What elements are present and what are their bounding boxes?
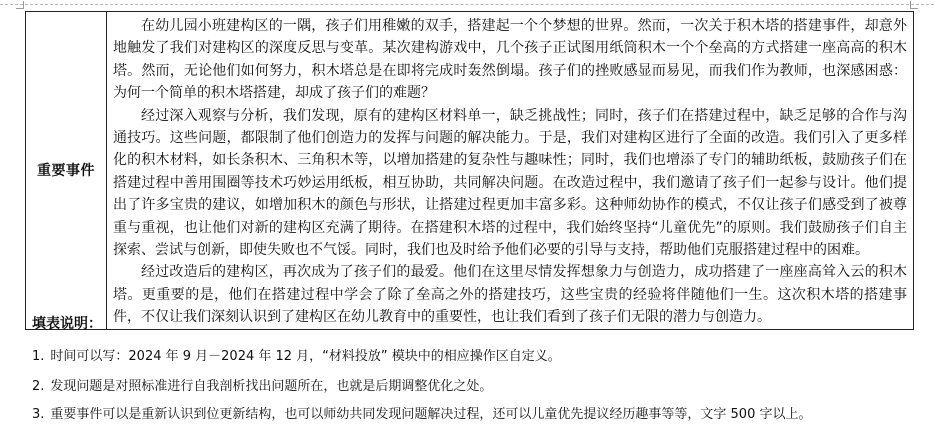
note-number: 3. <box>32 407 45 422</box>
row-label-cell <box>26 12 107 330</box>
note-number: 1. <box>32 349 45 364</box>
right-margin-corner-mark <box>910 1 918 9</box>
event-paragraph-2: 经过深入观察与分析，我们发现，原有的建构区材料单一，缺乏挑战性；同时，孩子们在搭建过程中，缺乏足够的合作与沟通技巧。这些问题，都限制了他们创造力的发挥与问题的解决能力。于是，我们对建构区进行了全面的改造。我们引入了更多样化的积木材料，如长条积木、三角积木等，以增加搭建的复杂性与趣味性；同时，我们也增添了专门的辅助纸板，鼓励孩子们在搭建过程中善用围圈等技术巧妙运用纸板，相互协助，共同解决问题。在改造过程中，我们邀请了孩子们一起参与设计。他们提出了许多宝贵的建议，如增加积木的颜色与形状，让搭建过程更加丰富多彩。这种师幼协作的模式，不仅让孩子们感受到了被尊重与重视，也让他们对新的建构区充满了期待。在搭建积木塔的过程中，我们始终坚持“儿童优先”的原则。我们鼓励孩子们自主探索、尝试与创新，即使失败也不气馁。同时，我们也及时给予他们必要的引导与支持，帮助他们克服搭建过程中的困难。 <box>113 107 907 259</box>
left-margin-corner-mark <box>16 1 24 9</box>
note-item-3 <box>32 403 812 422</box>
note-item-2 <box>32 375 492 394</box>
note-text: 重要事件可以是重新认识到位更新结构，也可以师幼共同发现问题解决过程，还可以儿童优先提议经历趣事等等，文字 500 字以上。 <box>50 407 812 422</box>
event-paragraph-1: 在幼儿园小班建构区的一隅，孩子们用稚嫩的双手，搭建起一个个梦想的世界。然而，一次关于积木塔的搭建事件，却意外地触发了我们对建构区的深度反思与变革。某次建构游戏中，几个孩子正试图用纸筒积木一个个垒高的方式搭建一座高高的积木塔。然而，无论他们如何努力，积木塔总是在即将完成时轰然倒塌。孩子们的挫败感显而易见，而我们作为教师，也深感困惑：为何一个简单的积木塔搭建，却成了孩子们的难题？ <box>113 18 907 102</box>
event-content-cell[interactable] <box>107 12 914 330</box>
table-row <box>26 12 914 330</box>
notes-title: 填表说明： <box>32 316 102 332</box>
important-event-table <box>25 11 914 330</box>
note-text: 时间可以写：2024 年 9 月－2024 年 12 月，“材料投放” 模块中的相应操作区自定义。 <box>50 349 561 364</box>
note-text: 发现问题是对照标准进行自我剖析找出问题所在，也就是后期调整优化之处。 <box>50 379 493 394</box>
note-number: 2. <box>32 379 45 394</box>
page-header-rule <box>0 0 934 5</box>
row-label: 重要事件 <box>37 163 95 180</box>
event-paragraph-3: 经过改造后的建构区，再次成为了孩子们的最爱。他们在这里尽情发挥想象力与创造力，成功搭建了一座座高耸入云的积木塔。更重要的是，他们在搭建过程中学会了除了垒高之外的搭建技巧，这些宝贵的经验将伴随他们一生。这次积木塔的搭建事件，不仅让我们深刻认识到了建构区在幼儿教育中的重要性，也让我们看到了孩子们无限的潜力与创造力。 <box>113 264 907 326</box>
note-item-1 <box>32 345 561 364</box>
